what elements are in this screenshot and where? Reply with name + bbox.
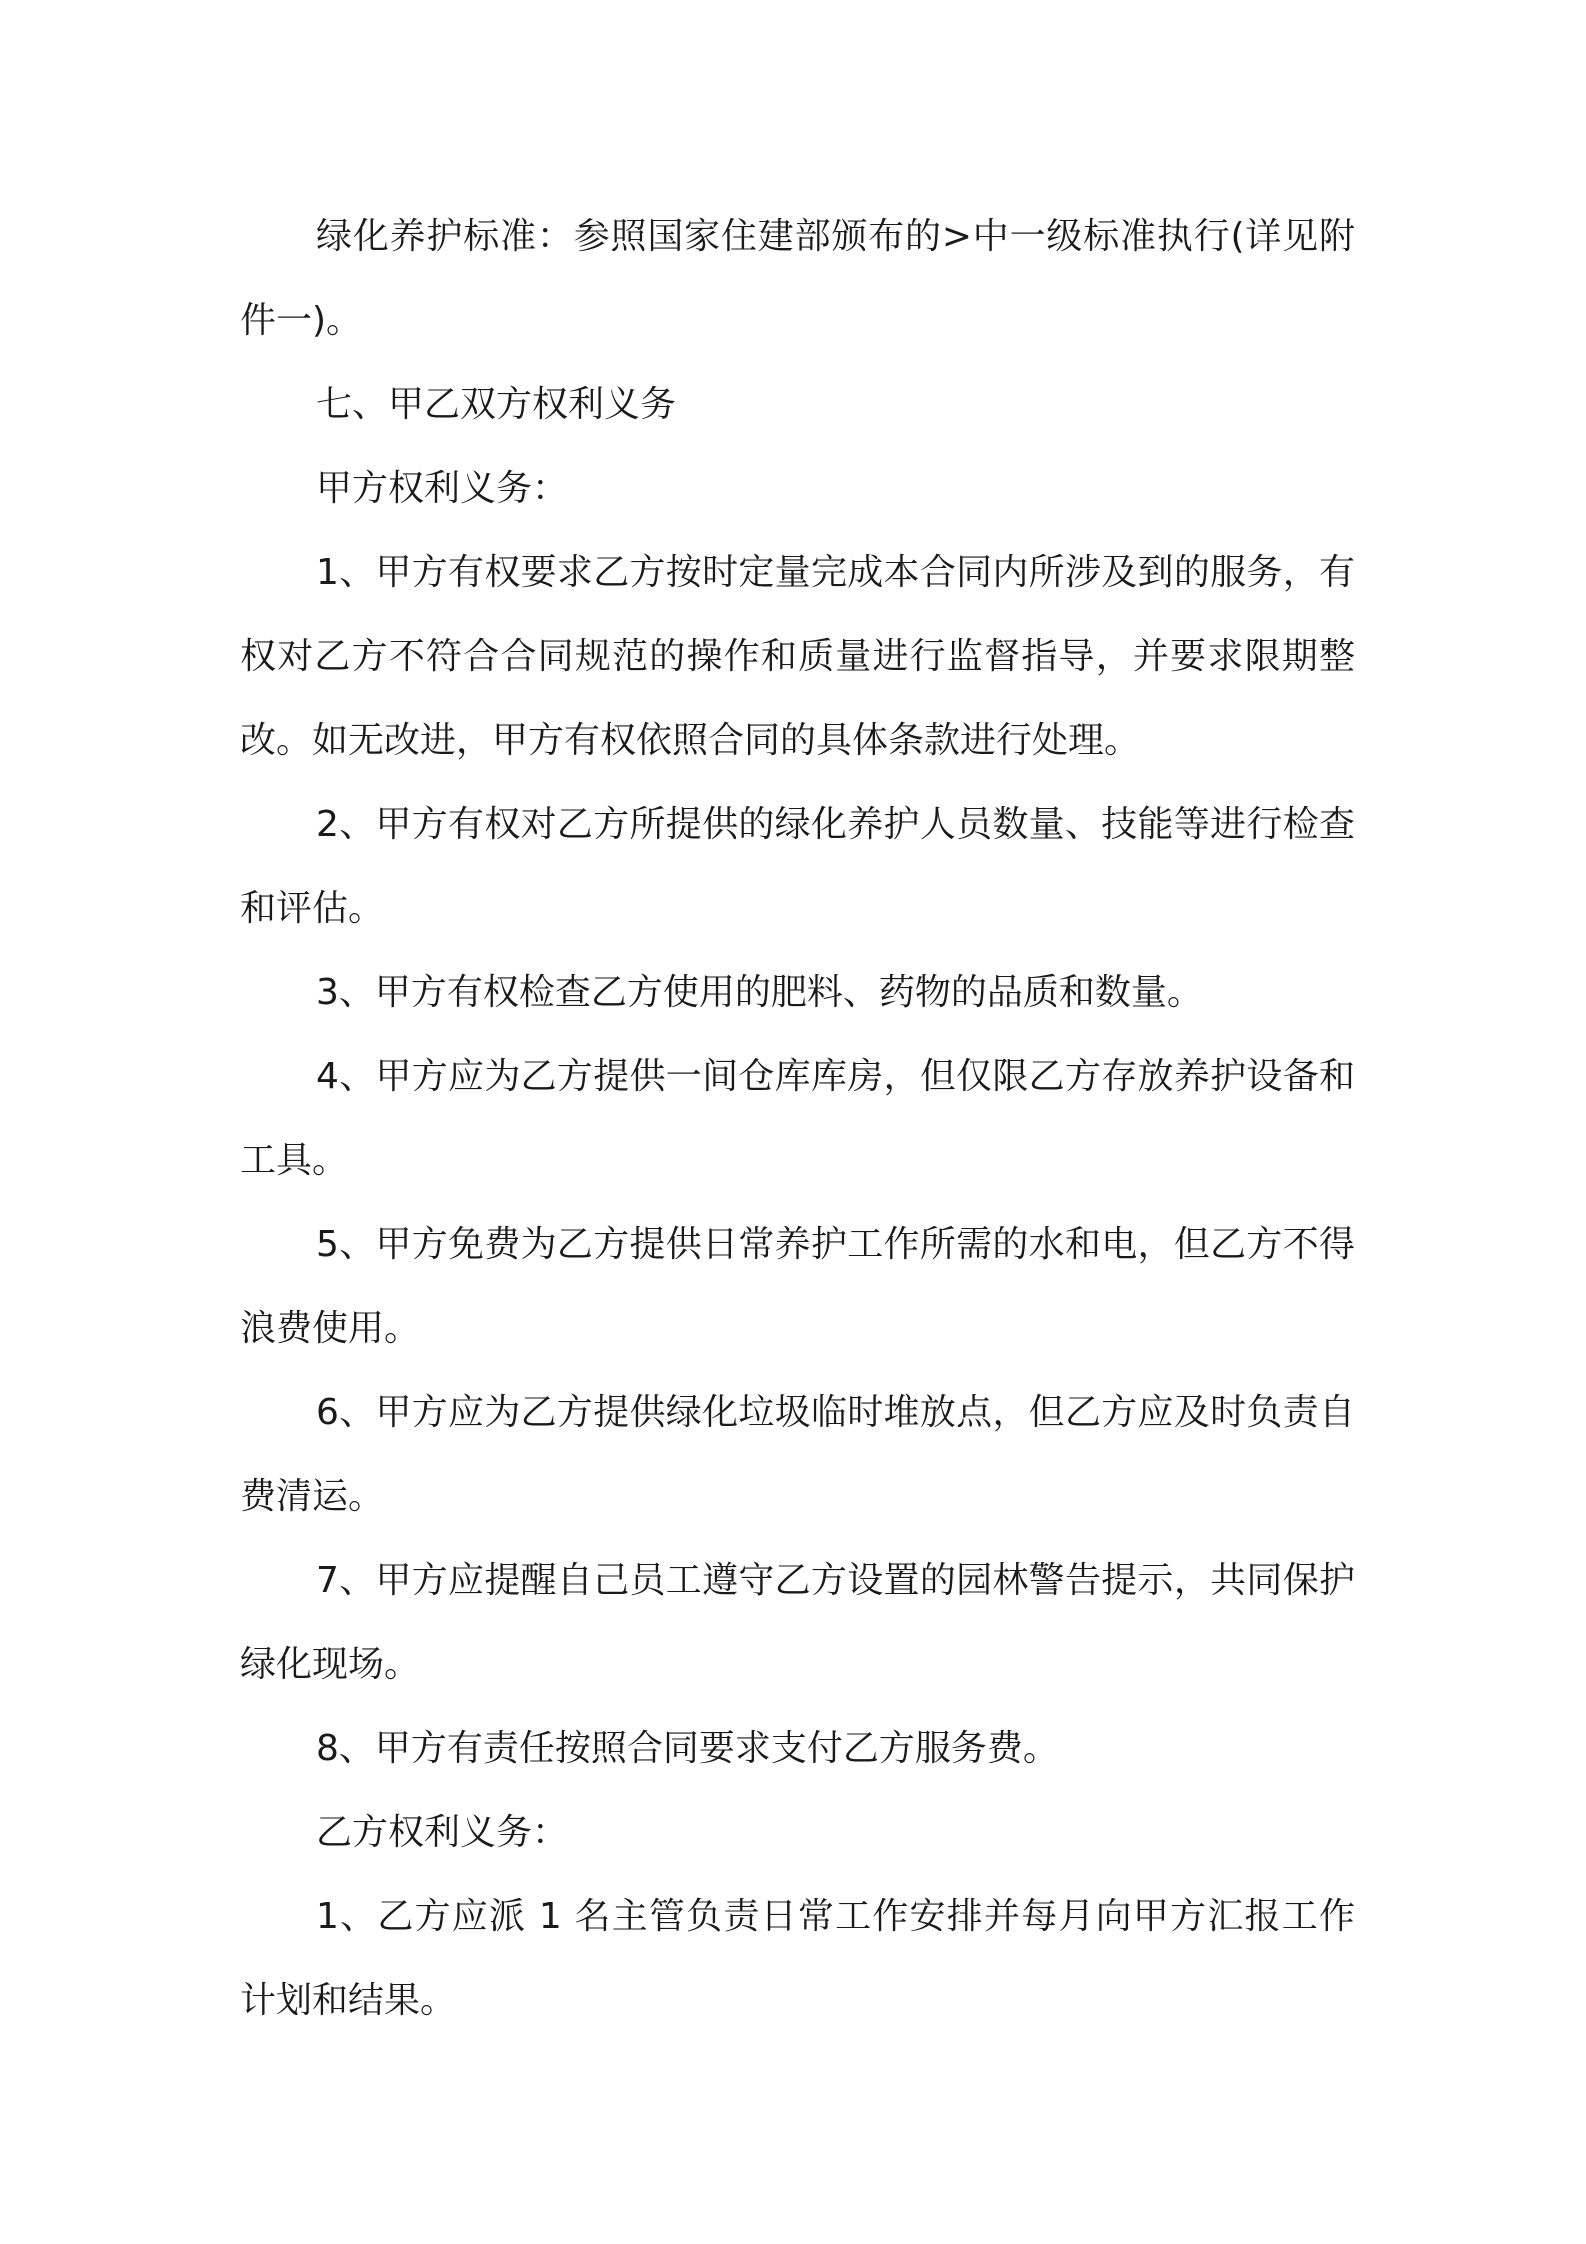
party-a-clause-3: 3、甲方有权检查乙方使用的肥料、药物的品质和数量。 <box>316 972 1203 1013</box>
party-a-clause-8: 8、甲方有责任按照合同要求支付乙方服务费。 <box>316 1728 1059 1769</box>
document-body <box>240 195 1355 2043</box>
party-a-clause-7: 7、甲方应提醒自己员工遵守乙方设置的园林警告提示，共同保护绿化现场。 <box>240 1560 1355 1685</box>
subheading-party-b: 乙方权利义务： <box>316 1812 569 1853</box>
party-b-clause-1: 1、乙方应派 1 名主管负责日常工作安排并每月向甲方汇报工作计划和结果。 <box>240 1896 1355 2021</box>
party-a-clause-2: 2、甲方有权对乙方所提供的绿化养护人员数量、技能等进行检查和评估。 <box>240 804 1355 929</box>
party-a-clause-4: 4、甲方应为乙方提供一间仓库库房，但仅限乙方存放养护设备和工具。 <box>240 1056 1355 1181</box>
party-a-clause-1: 1、甲方有权要求乙方按时定量完成本合同内所涉及到的服务，有权对乙方不符合合同规范的操作和质量进行监督指导，并要求限期整改。如无改进，甲方有权依照合同的具体条款进行处理。 <box>240 552 1355 761</box>
party-a-clause-6: 6、甲方应为乙方提供绿化垃圾临时堆放点，但乙方应及时负责自费清运。 <box>240 1392 1355 1517</box>
subheading-party-a: 甲方权利义务： <box>316 468 569 509</box>
section-heading-rights-obligations: 七、甲乙双方权利义务 <box>316 384 677 425</box>
party-a-clause-5: 5、甲方免费为乙方提供日常养护工作所需的水和电，但乙方不得浪费使用。 <box>240 1224 1355 1349</box>
paragraph-greening-standard: 绿化养护标准：参照国家住建部颁布的>中一级标准执行(详见附件一)。 <box>240 216 1355 341</box>
